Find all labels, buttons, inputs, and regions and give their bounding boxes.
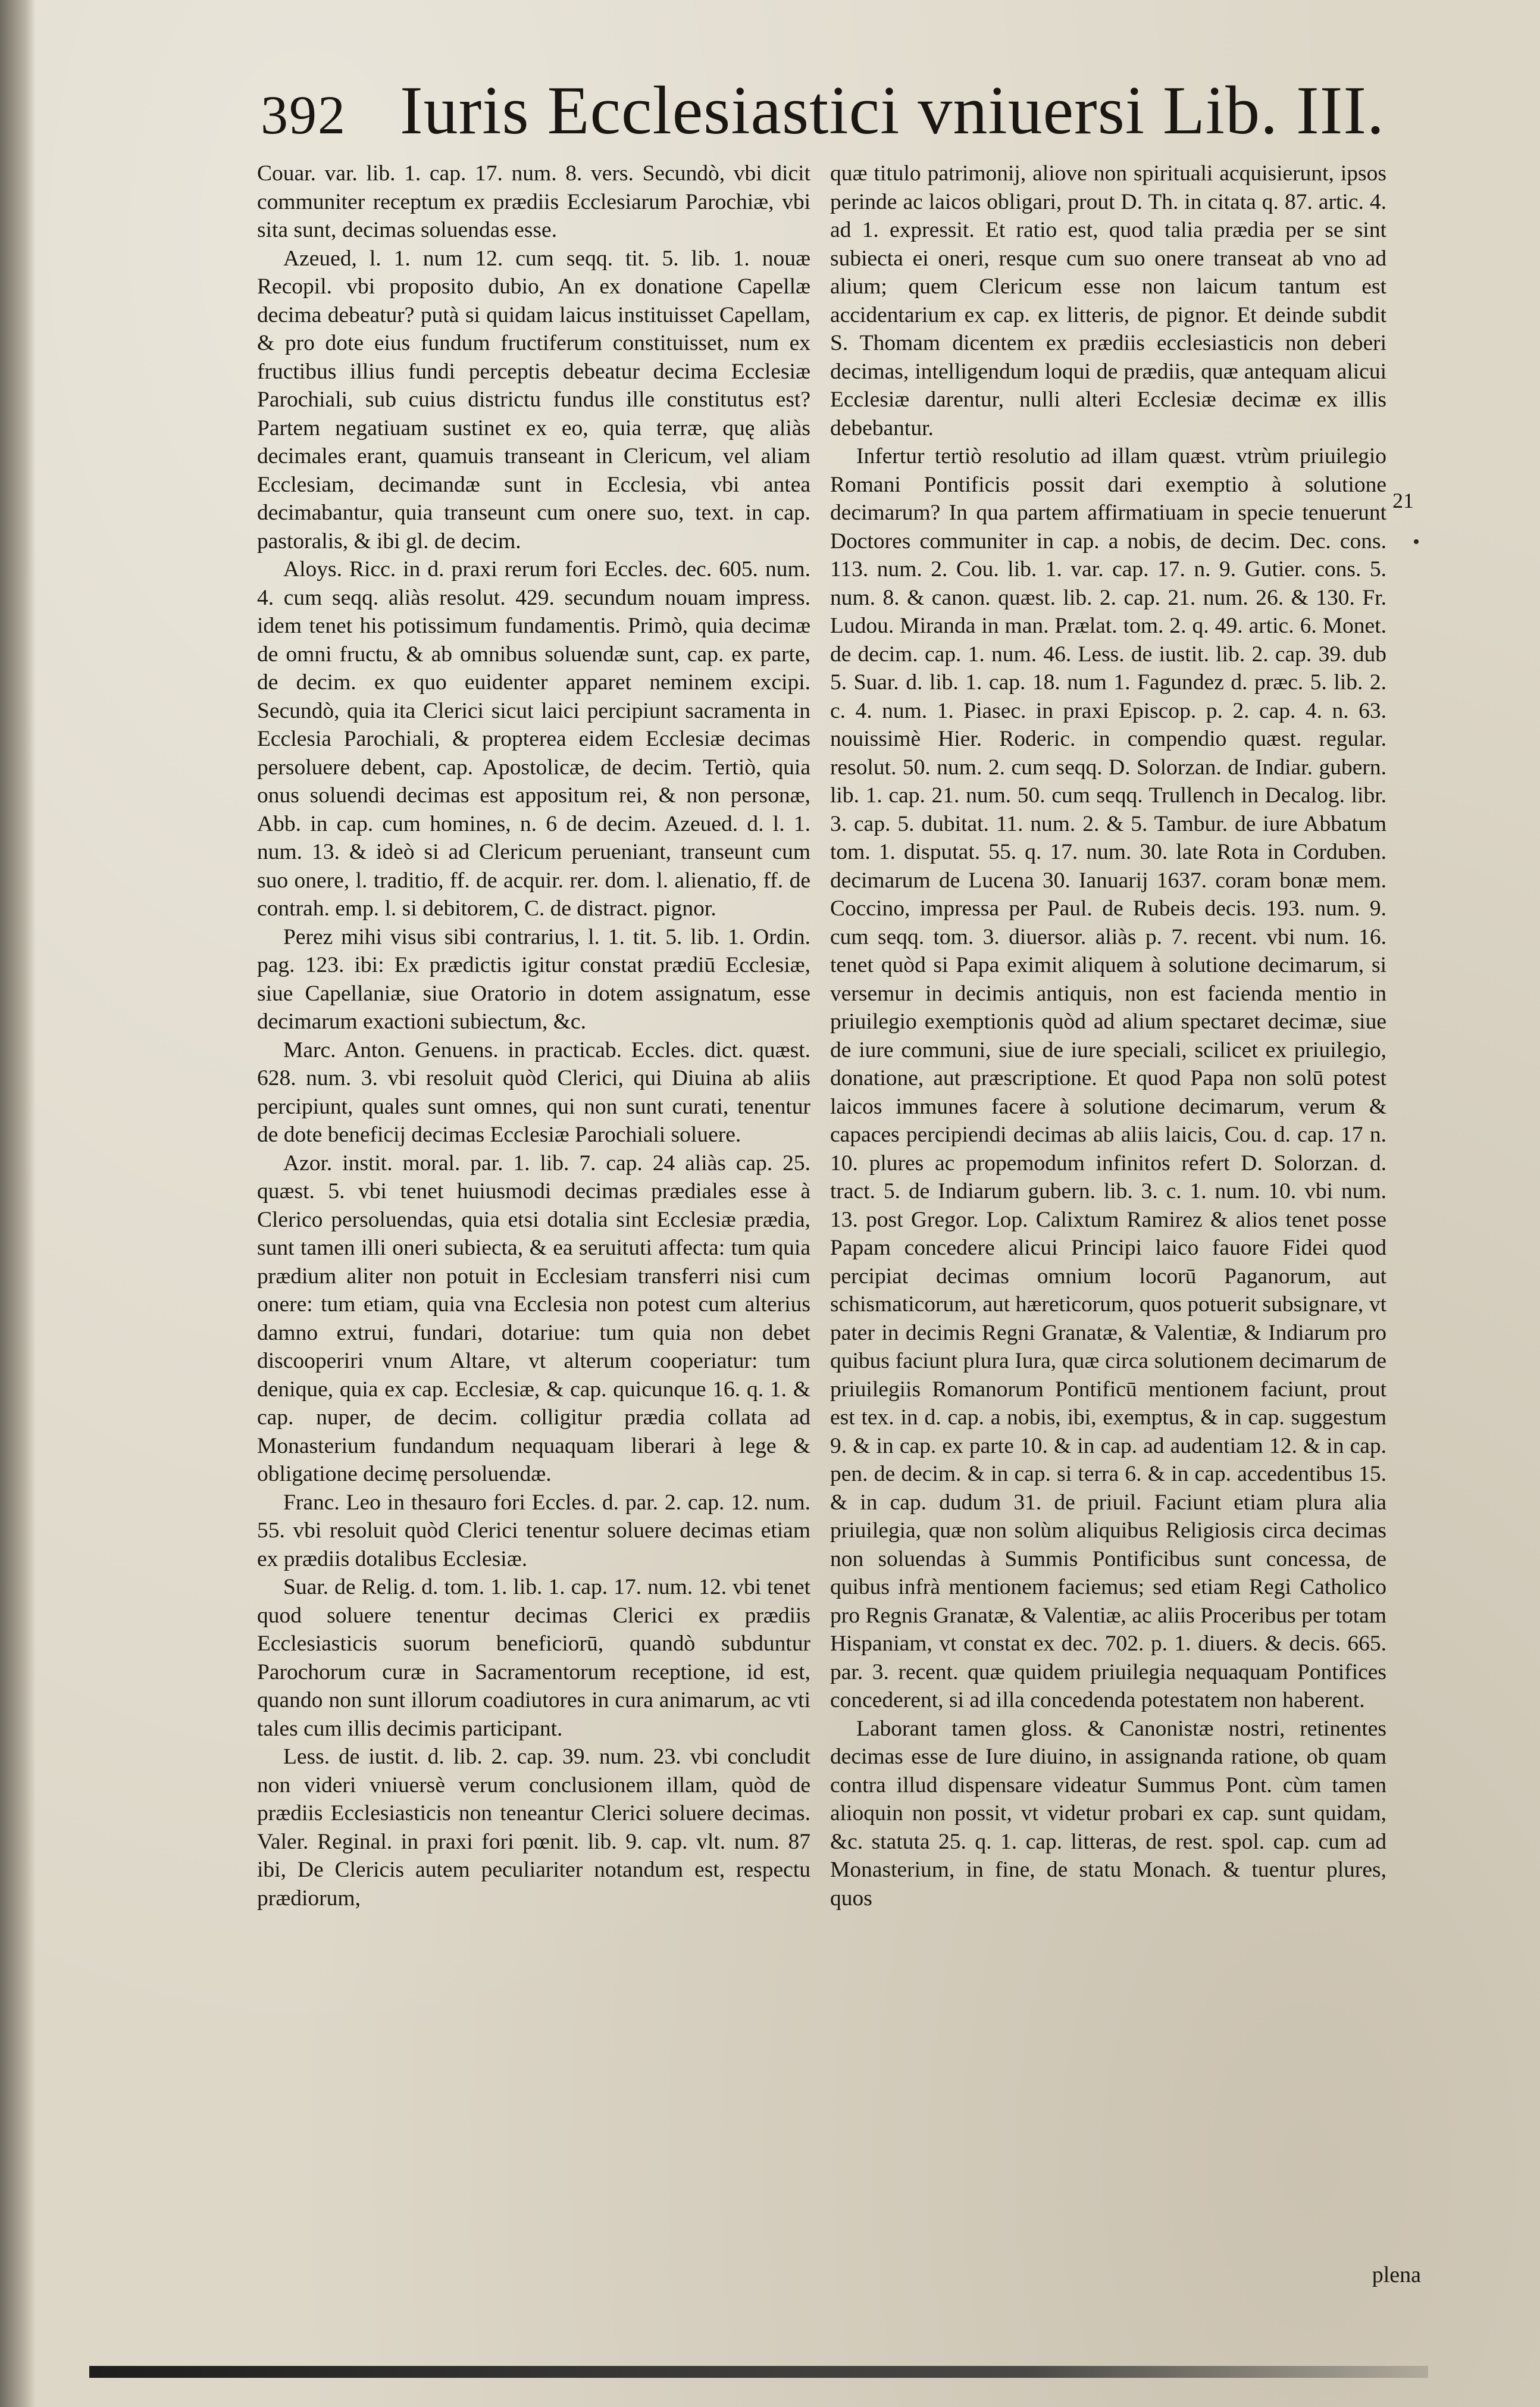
margin-dot-mark (1414, 539, 1419, 544)
paragraph: Franc. Leo in thesauro fori Eccles. d. par. 2. cap. 12. num. 55. vbi resoluit quòd Clerici tenentur soluere decimas etiam ex prædiis dotalibus Ecclesiæ. (257, 1490, 810, 1571)
paragraph: Laborant tamen gloss. & Canonistæ nostri, retinentes decimas esse de Iure diuino, in assignanda ratione, ob quam contra illud dispensare videatur Summus Pont. cùm tamen alioquin non possit, vt videtur probari ex cap. sunt quidam, &c. statuta 25. q. 1. cap. litteras, de rest. spol. cap. cum ad Monasterium, in fine, de statu Monach. & tuentur plures, quos (830, 1716, 1386, 1911)
scan-edge-band (89, 2366, 1428, 2378)
page-number: 392 (261, 85, 346, 145)
paragraph: Couar. var. lib. 1. cap. 17. num. 8. vers. Secundò, vbi dicit communiter receptum ex prædiis Ecclesiarum Parochiæ, vbi sita sunt, decimas soluendas esse. (257, 161, 810, 242)
paragraph: Infertur tertiò resolutio ad illam quæst. vtrùm priuilegio Romani Pontificis possit dari exemptio à solutione decimarum? In qua partem affirmatiuam in specie tenuerunt Doctores communiter in cap. a nobis, de decim. Dec. cons. 113. num. 2. Cou. lib. 1. var. cap. 17. n. 9. Gutier. cons. 5. num. 8. & canon. quæst. lib. 2. cap. 21. num. 26. & 130. Fr. Ludou. Miranda in man. Prælat. tom. 2. q. 49. artic. 6. Monet. de decim. cap. 1. num. 46. Less. de iustit. lib. 2. cap. 39. dub 5. Suar. d. lib. 1. cap. 18. num 1. Fagundez d. præc. 5. lib. 2. c. 4. num. 1. Piasec. in praxi Episcop. p. 2. cap. 4. n. 63. nouissimè Hier. Roderic. in compendio quæst. regular. resolut. 50. num. 2. cum seqq. D. Solorzan. de Indiar. gubern. lib. 1. cap. 21. num. 50. cum seqq. Trullench in Decalog. libr. 3. cap. 5. dubitat. 11. num. 2. & 5. Tambur. de iure Abbatum tom. 1. disputat. 55. q. 17. num. 30. late Rota in Corduben. decimarum de Lucena 30. Ianuarij 1637. coram bonæ mem. Coccino, impressa per Paul. de Rubeis decis. 193. num. 9. cum seqq. tom. 3. diuersor. aliàs p. 7. recent. vbi num. 16. tenet quòd si Papa eximit aliquem à solutione decimarum, si versemur in decimis antiquis, non est facienda mentio in priuilegio exemptionis quòd ad alium spectaret decimæ, siue de iure communi, siue de iure speciali, scilicet ex priuilegio, donatione, aut præscriptione. Et quod Papa non solū potest laicos immunes facere à solutione decimarum, verum & capaces percipiendi decimas ab aliis laicis, Cou. d. cap. 17 n. 10. plures ac propemodum infinitos refert D. Solorzan. d. tract. 5. de Indiarum gubern. lib. 3. c. 1. num. 10. vbi num. 13. post Gregor. Lop. Calixtum Ramirez & alios tenet posse Papam concedere alicui Principi laico fauore Fidei quod percipiat decimas omnium locorū Paganorum, aut schismaticorum, aut hæreticorum, quos potuerit subsignare, vt pater in decimis Regni Granatæ, & Valentiæ, & Indiarum pro quibus faciunt plura Iura, quæ circa solutionem decimarum de priuilegiis Romanorum Pontificū mentionem faciunt, prout est tex. in d. cap. a nobis, ibi, exemptus, & in cap. suggestum 9. & in cap. ex parte 10. & in cap. ad audentiam 12. & in cap. pen. de decim. & in cap. si terra 6. & in cap. accedentibus 15. & in cap. dudum 31. de priuil. Faciunt etiam plura alia priuilegia, quæ non solùm aliquibus Religiosis circa decimas non soluendas à Summis Pontificibus sunt concessa, de quibus infrà mentionem faciemus; sed etiam Regi Catholico pro Regnis Granatæ, & Valentiæ, ac aliis Proceribus per totam Hispaniam, vt constat ex dec. 702. p. 1. diuers. & decis. 665. par. 3. recent. quæ quidem priuilegia nequaquam Pontifices concederent, si ad illa concedenda potestatem non haberent. (830, 444, 1386, 1712)
paragraph: quæ titulo patrimonij, aliove non spirituali acquisierunt, ipsos perinde ac laicos obligari, prout D. Th. in citata q. 87. artic. 4. ad 1. expressit. Et ratio est, quod talia prædia per se sint subiecta ei oneri, resque cum suo onere transeat ab vno ad alium; quem Clericum esse non laicum tantum est accidentarium ex cap. ex litteris, de pignor. Et deinde subdit S. Thomam dicentem ex prædiis ecclesiasticis non deberi decimas, intelligendum loqui de prædiis, quæ antequam alicui Ecclesiæ darentur, nulli alteri Ecclesiæ decimæ ex illis debebantur. (830, 161, 1386, 440)
paragraph: Less. de iustit. d. lib. 2. cap. 39. num. 23. vbi concludit non videri vniuersè verum conclusionem illam, quòd de prædiis Ecclesiasticis non teneantur Clerici soluere decimas. Valer. Reginal. in praxi fori pœnit. lib. 9. cap. vlt. num. 87 ibi, De Clericis autem peculiariter notandum est, respectu prædiorum, (257, 1745, 810, 1911)
paragraph: Azeued, l. 1. num 12. cum seqq. tit. 5. lib. 1. nouæ Recopil. vbi proposito dubio, An ex donatione Capellæ decima debeatur? putà si quidam laicus instituisset Capellam, & pro dote eius fundum fructiferum constituisset, num ex fructibus illius fundi perceptis debeatur decima Ecclesiæ Parochiali, sub cuius districtu fundus ille constitutus est? Partem negatiuam sustinet ex eo, quia terræ, quę aliàs decimales erant, quamuis transeant in Clericum, vel aliam Ecclesiam, decimandæ sunt in Ecclesia, vbi antea decimabantur, quia transeunt cum onere suo, text. in cap. pastoralis, & ibi gl. de decim. (257, 246, 810, 554)
page-gutter-shadow (0, 0, 36, 2407)
paragraph: Perez mihi visus sibi contrarius, l. 1. tit. 5. lib. 1. Ordin. pag. 123. ibi: Ex prædictis igitur constat prædiū Ecclesiæ, siue Capellaniæ, siue Oratorio in dotem assignatum, esse decimarum exactioni subiectum, &c. (257, 924, 810, 1034)
paragraph: Suar. de Relig. d. tom. 1. lib. 1. cap. 17. num. 12. vbi tenet quod soluere tenentur decimas Clerici ex prædiis Ecclesiasticis suorum beneficiorū, quandò subduntur Parochorum curæ in Sacramentorum receptione, id est, quando non sunt illorum coadiutores in cura animarum, ac vti tales cum illis decimis participant. (257, 1575, 810, 1741)
catchword: plena (1372, 2262, 1421, 2287)
page-header (261, 71, 1391, 161)
running-title: Iuris Ecclesiastici vniuersi Lib. III. (400, 73, 1385, 149)
left-column (257, 160, 810, 1912)
right-column (830, 160, 1386, 1912)
paragraph: Aloys. Ricc. in d. praxi rerum fori Eccles. dec. 605. num. 4. cum seqq. aliàs resolut. 429. secundum nouam impress. idem tenet his potissimum fundamentis. Primò, quia decimæ de omni fructu, & ab omnibus soluendæ sunt, cap. ex parte, de decim. ex quo euidenter apparet neminem excipi. Secundò, quia ita Clerici sicut laici percipiunt sacramenta in Ecclesia Parochiali, & propterea eidem Ecclesiæ decimas persoluere debent, cap. Apostolicæ, de decim. Tertiò, quia onus soluendi decimas est appositum rei, & non personæ, Abb. in cap. cum homines, n. 6 de decim. Azeued. d. l. 1. num. 13. & ideò si ad Clericum perueniant, transeunt cum suo onere, l. traditio, ff. de acquir. rer. dom. l. alienatio, ff. de contrah. emp. l. si debitorem, C. de distract. pignor. (257, 557, 810, 921)
margin-number: 21 (1392, 489, 1414, 512)
paragraph: Marc. Anton. Genuens. in practicab. Eccles. dict. quæst. 628. num. 3. vbi resoluit quòd Clerici, qui Diuina ab aliis percipiunt, quales sunt omnes, qui non sunt curati, tenentur de dote beneficij decimas Ecclesiæ Parochiali soluere. (257, 1037, 810, 1147)
paragraph: Azor. instit. moral. par. 1. lib. 7. cap. 24 aliàs cap. 25. quæst. 5. vbi tenet huiusmodi decimas prædiales esse à Clerico persoluendas, quia etsi dotalia sint Ecclesiæ prædia, sunt tamen illi oneri subiecta, & ea seruituti affecta: tum quia prædium aliter non potuit in Ecclesiam transferri nisi cum onere: tum etiam, quia vna Ecclesia non potest cum alterius damno extrui, fundari, dotariue: tum quia non debet discooperiri vnum Altare, vt alterum cooperiatur: tum denique, quia ex cap. Ecclesiæ, & cap. quicunque 16. q. 1. & cap. nuper, de decim. colligitur prædia collata ad Monasterium fundandum nequaquam liberari à lege & obligatione decimę persoluendæ. (257, 1151, 810, 1486)
